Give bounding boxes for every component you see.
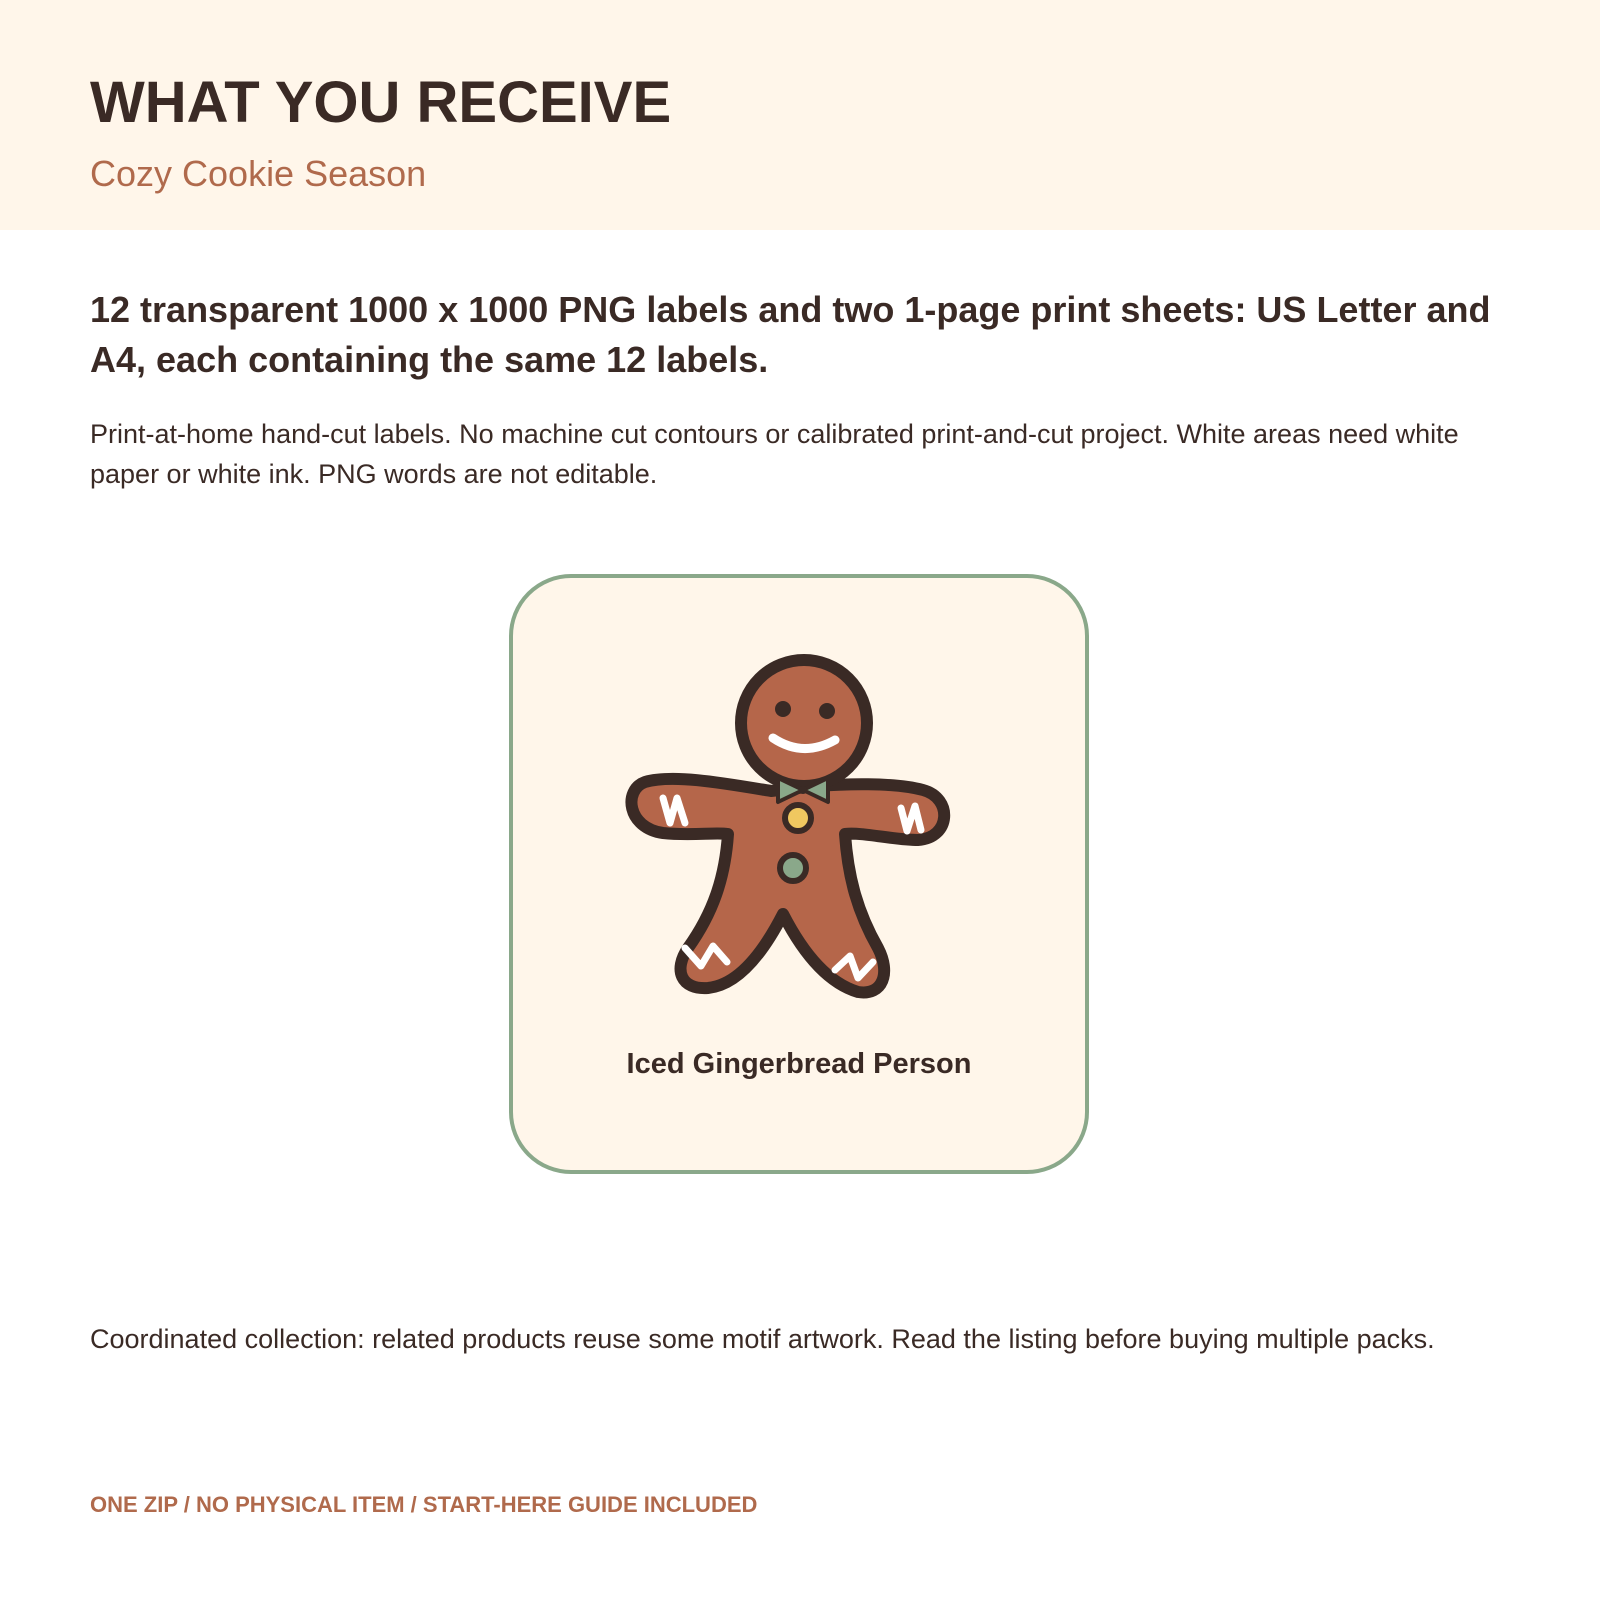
collection-note: Coordinated collection: related products reuse some motif artwork. Read the listing before buying multiple packs.	[90, 1324, 1435, 1354]
print-note: Print-at-home hand-cut labels. No machine cut contours or calibrated print-and-cut project. White areas need white paper or white ink. PNG words are not editable.	[90, 419, 1459, 489]
header-band	[0, 0, 1600, 230]
product-summary: 12 transparent 1000 x 1000 PNG labels and two 1-page print sheets: US Letter and A4, each containing the same 12 labels.	[90, 289, 1491, 380]
label-preview-card	[509, 574, 1089, 1174]
gingerbread-person-icon	[513, 578, 1085, 1170]
footer-tagline: ONE ZIP / NO PHYSICAL ITEM / START-HERE GUIDE INCLUDED	[90, 1492, 758, 1517]
page-title: WHAT YOU RECEIVE	[90, 70, 672, 135]
page-subtitle: Cozy Cookie Season	[90, 153, 427, 194]
label-title: Iced Gingerbread Person	[626, 1048, 972, 1080]
